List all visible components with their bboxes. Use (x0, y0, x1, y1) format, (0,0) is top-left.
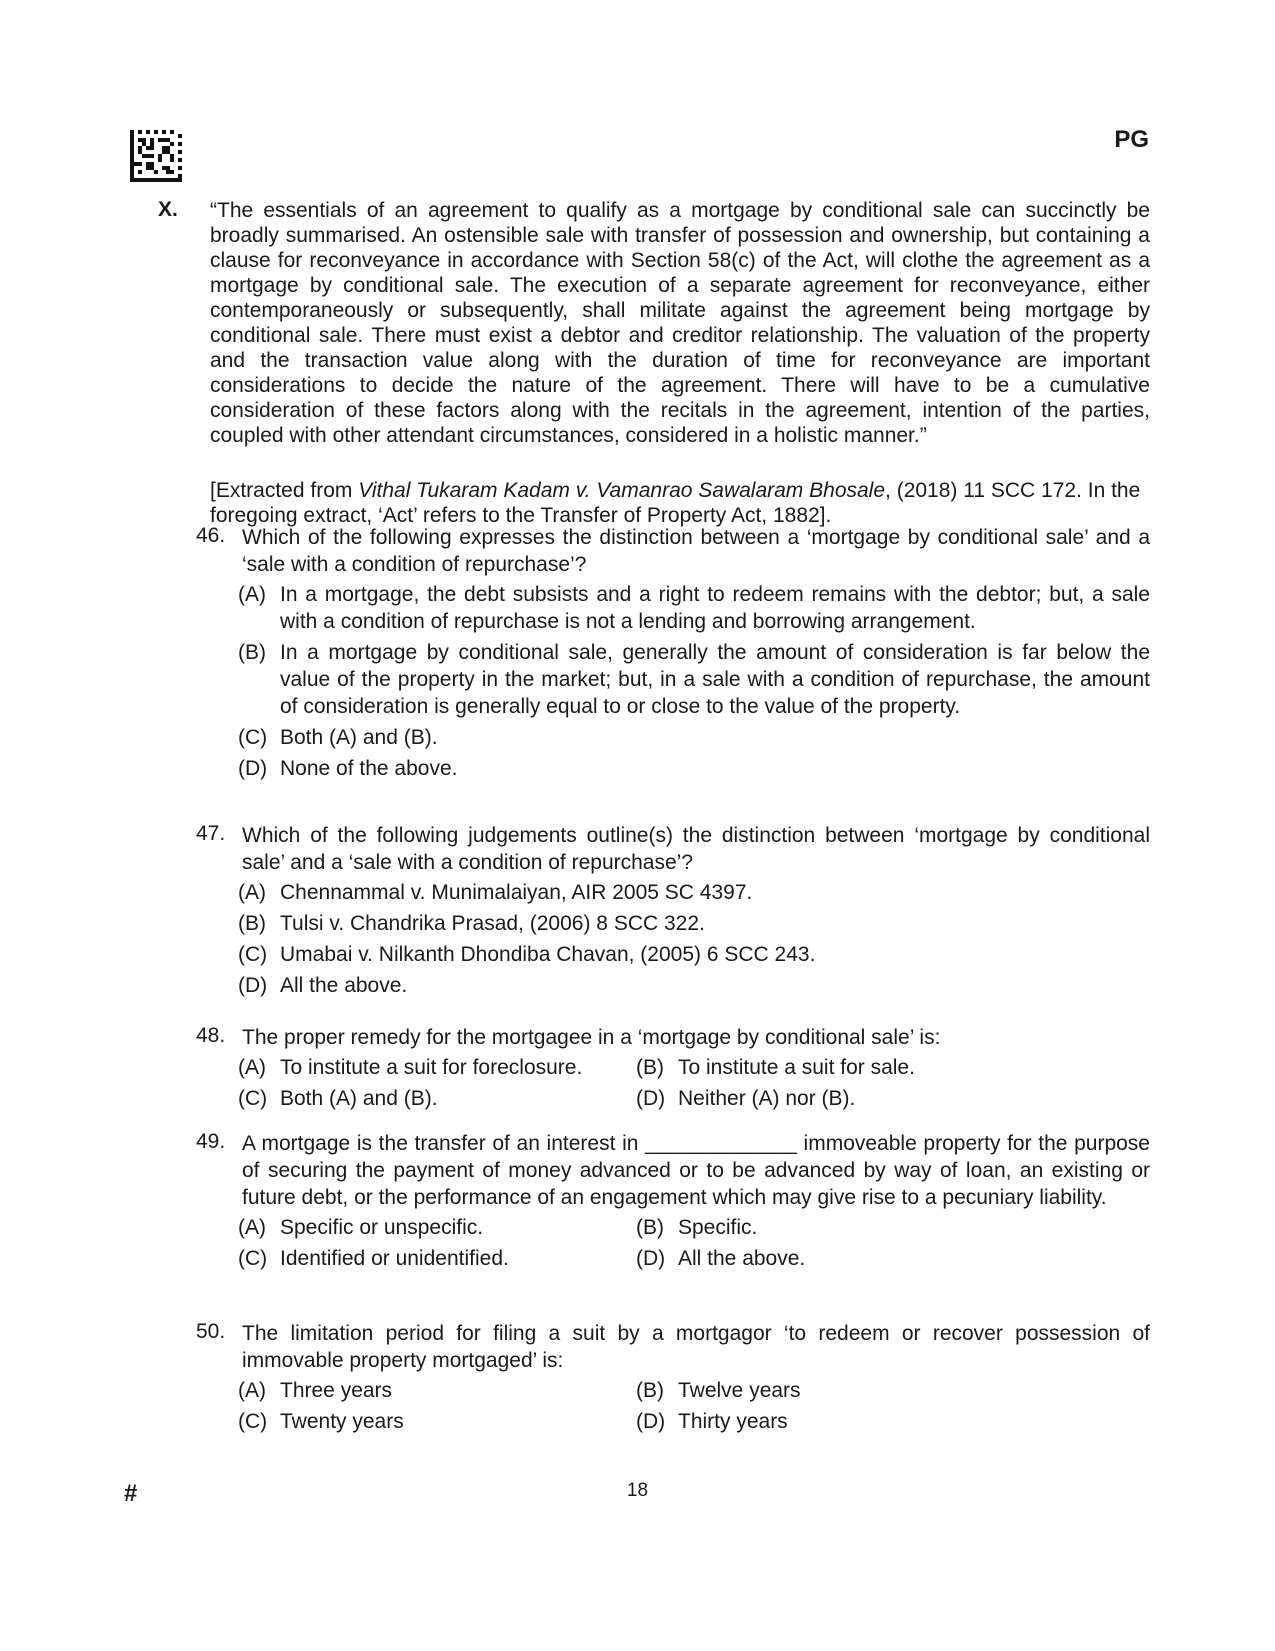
option-text: Identified or unidentified. (280, 1247, 509, 1270)
question-number: 50. (196, 1320, 226, 1343)
passage-marker: X. (158, 198, 178, 221)
option-label: (C) (238, 943, 268, 966)
option-label: (D) (636, 1087, 666, 1110)
option-label: (C) (238, 1247, 268, 1270)
option-label: (B) (238, 912, 266, 935)
question-number: 48. (196, 1024, 226, 1047)
option-text: All the above. (280, 974, 408, 997)
page-number: 18 (626, 1480, 649, 1501)
options (238, 1377, 1150, 1435)
option-text: Twenty years (280, 1410, 404, 1433)
option-b (636, 1054, 1150, 1081)
source-case-name: Vithal Tukaram Kadam v. Vamanrao Sawalaram Bhosale (358, 479, 886, 502)
question-text: A mortgage is the transfer of an interest in _____________ immoveable property for the purpose of securing the payment of money advanced or to be advanced by way of loan, an existing or future debt, or the performance of an engagement which may give rise to a pecuniary liability. (242, 1132, 1150, 1209)
option-text: Specific. (678, 1216, 758, 1239)
options (238, 1054, 1150, 1112)
qr-code (130, 130, 182, 182)
option-b (238, 639, 1150, 720)
option-text: Chennammal v. Munimalaiyan, AIR 2005 SC 4397. (280, 881, 753, 904)
option-label: (D) (636, 1410, 666, 1433)
option-text: All the above. (678, 1247, 806, 1270)
option-text: Thirty years (678, 1410, 788, 1433)
passage-text: “The essentials of an agreement to qualify as a mortgage by conditional sale can succinctly be broadly summarised. An ostensible sale with transfer of possession and ownership, but containing a clause for reconveyance in accordance with Section 58(c) of the Act, will clothe the agreement as a mortgage by conditional sale. The execution of a separate agreement for reconveyance, either contemporaneously or subsequently, shall militate against the agreement being mortgage by conditional sale. There must exist a debtor and creditor relationship. The valuation of the property and the transaction value along with the duration of time for reconveyance are important considerations to decide the nature of the agreement. There will have to be a cumulative consideration of these factors along with the recitals in the agreement, intention of the parties, coupled with other attendant circumstances, considered in a holistic manner.” (210, 199, 1150, 447)
option-text: Both (A) and (B). (280, 726, 438, 749)
question-text: The limitation period for filing a suit by a mortgagor ‘to redeem or recover possession of immovable property mortgaged’ is: (242, 1322, 1150, 1372)
question-50 (196, 1320, 1150, 1435)
footer-hash: # (124, 1480, 138, 1507)
option-a (238, 1377, 636, 1404)
option-text: Three years (280, 1379, 393, 1402)
question-text: Which of the following expresses the distinction between a ‘mortgage by conditional sale’ and a ‘sale with a condition of repurchase’? (242, 526, 1150, 576)
passage-source (210, 478, 1150, 528)
options (238, 1214, 1150, 1272)
option-label: (B) (238, 641, 266, 664)
option-text: Specific or unspecific. (280, 1216, 484, 1239)
option-c (238, 941, 1150, 968)
option-text: In a mortgage by conditional sale, generally the amount of consideration is far below the value of the property in the market; but, in a sale with a condition of repurchase, the amount of consideration is generally equal to or close to the value of the property. (280, 641, 1150, 718)
option-a (238, 1214, 636, 1241)
option-a (238, 879, 1150, 906)
option-text: To institute a suit for foreclosure. (280, 1056, 583, 1079)
option-label: (D) (238, 757, 268, 780)
option-c (238, 724, 1150, 751)
option-c (238, 1245, 636, 1272)
option-d (636, 1085, 1150, 1112)
option-label: (A) (238, 1216, 266, 1239)
option-text: Tulsi v. Chandrika Prasad, (2006) 8 SCC 322. (280, 912, 705, 935)
paper-code: PG (1114, 126, 1149, 153)
option-a (238, 581, 1150, 635)
option-d (636, 1408, 1150, 1435)
question-number: 46. (196, 524, 226, 547)
option-d (238, 755, 1150, 782)
question-49 (196, 1130, 1150, 1272)
option-b (636, 1214, 1150, 1241)
option-label: (D) (238, 974, 268, 997)
option-label: (A) (238, 583, 266, 606)
source-prefix: [Extracted from (210, 479, 359, 502)
option-d (238, 972, 1150, 999)
option-text: Umabai v. Nilkanth Dhondiba Chavan, (2005) 6 SCC 243. (280, 943, 816, 966)
option-text: None of the above. (280, 757, 458, 780)
option-text: Twelve years (678, 1379, 801, 1402)
options (238, 879, 1150, 999)
question-48 (196, 1024, 1150, 1112)
option-text: In a mortgage, the debt subsists and a right to redeem remains with the debtor; but, a sale with a condition of repurchase is not a lending and borrowing arrangement. (280, 583, 1150, 633)
option-c (238, 1085, 636, 1112)
option-label: (A) (238, 1379, 266, 1402)
option-label: (C) (238, 1087, 268, 1110)
options (238, 581, 1150, 782)
option-label: (B) (636, 1216, 664, 1239)
question-47 (196, 822, 1150, 1003)
option-text: To institute a suit for sale. (678, 1056, 915, 1079)
source-suffix: , (2018) 11 SCC 172. In the foregoing extract, ‘Act’ refers to the Transfer of Property Act, 1882]. (210, 479, 1141, 527)
option-label: (A) (238, 1056, 266, 1079)
option-label: (C) (238, 726, 268, 749)
option-c (238, 1408, 636, 1435)
option-label: (D) (636, 1247, 666, 1270)
option-label: (C) (238, 1410, 268, 1433)
question-text: The proper remedy for the mortgagee in a ‘mortgage by conditional sale’ is: (242, 1026, 941, 1049)
question-number: 49. (196, 1130, 226, 1153)
option-label: (B) (636, 1379, 664, 1402)
option-label: (A) (238, 881, 266, 904)
option-label: (B) (636, 1056, 664, 1079)
option-text: Both (A) and (B). (280, 1087, 438, 1110)
question-number: 47. (196, 822, 226, 845)
question-46 (196, 524, 1150, 786)
option-a (238, 1054, 636, 1081)
option-d (636, 1245, 1150, 1272)
question-text: Which of the following judgements outline(s) the distinction between ‘mortgage by conditional sale’ and a ‘sale with a condition of repurchase’? (242, 824, 1150, 874)
option-text: Neither (A) nor (B). (678, 1087, 856, 1110)
option-b (636, 1377, 1150, 1404)
option-b (238, 910, 1150, 937)
